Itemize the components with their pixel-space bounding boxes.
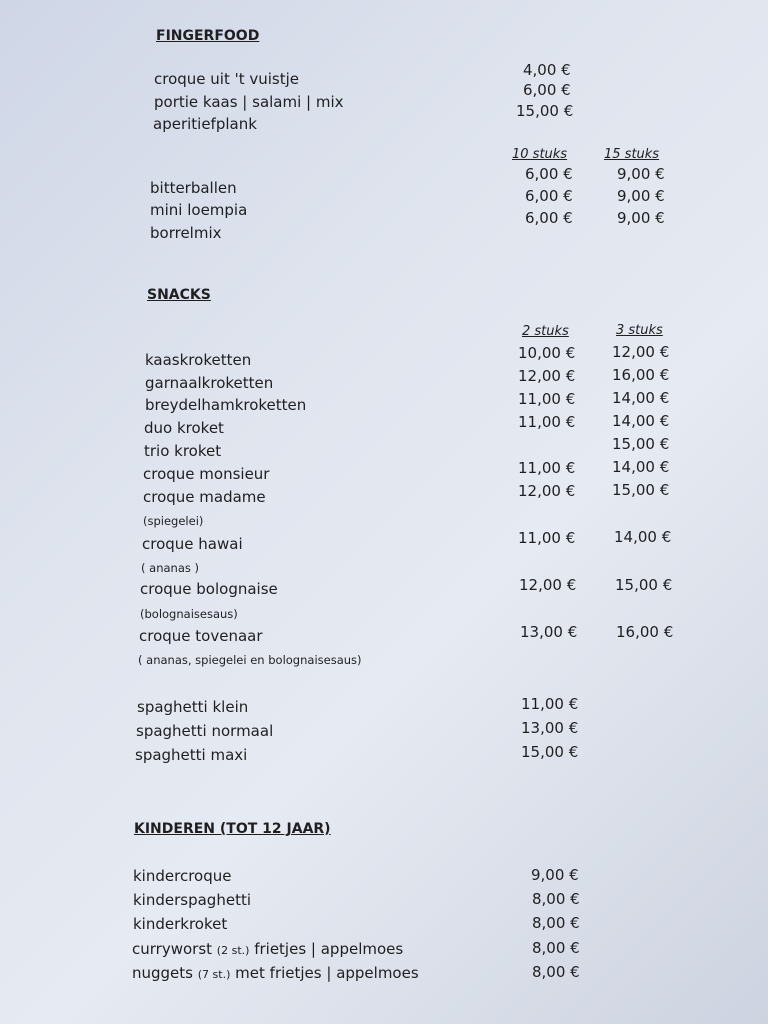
menu-item-price: 15,00 € (521, 743, 579, 761)
menu-item: spaghetti maxi (135, 746, 248, 764)
section-heading-fingerfood: FINGERFOOD (156, 28, 260, 44)
menu-item-name-suffix: frietjes | appelmoes (254, 940, 404, 958)
menu-item-note: ( ananas ) (141, 561, 199, 575)
menu-item-price: 9,00 € (617, 165, 665, 183)
menu-item-price: 6,00 € (525, 209, 573, 227)
menu-item: croque hawai (142, 535, 243, 553)
menu-item-price: 15,00 € (612, 435, 670, 453)
menu-item-price: 6,00 € (523, 81, 571, 99)
menu-item-price: 6,00 € (525, 165, 573, 183)
menu-item: breydelhamkroketten (145, 396, 307, 414)
menu-item-name-suffix: met frietjes | appelmoes (235, 964, 419, 982)
menu-item: croque bolognaise (140, 580, 278, 598)
menu-item: trio kroket (144, 442, 222, 460)
menu-item: aperitiefplank (153, 115, 257, 133)
menu-item-price: 16,00 € (616, 623, 674, 641)
menu-item-note: ( ananas, spiegelei en bolognaisesaus) (138, 653, 362, 667)
menu-item: bitterballen (150, 179, 237, 197)
menu-item-price: 16,00 € (612, 366, 670, 384)
menu-item-price: 13,00 € (520, 623, 578, 641)
menu-item-price: 12,00 € (612, 343, 670, 361)
menu-item-name: nuggets (132, 964, 193, 982)
menu-item: croque tovenaar (139, 627, 263, 645)
menu-item-price: 13,00 € (521, 719, 579, 737)
menu-item-price: 15,00 € (615, 576, 673, 594)
menu-item-price: 11,00 € (521, 695, 579, 713)
menu-item-price: 8,00 € (532, 939, 580, 957)
menu-item: kinderkroket (133, 915, 228, 933)
menu-item-price: 14,00 € (612, 389, 670, 407)
menu-item: portie kaas | salami | mix (154, 93, 344, 111)
menu-item-price: 11,00 € (518, 529, 576, 547)
menu-item-price: 15,00 € (612, 481, 670, 499)
menu-item: croque monsieur (143, 465, 270, 483)
menu-item: spaghetti klein (137, 698, 249, 716)
menu-item-price: 8,00 € (532, 890, 580, 908)
menu-item: croque madame (143, 488, 266, 506)
menu-item: kinderspaghetti (133, 891, 251, 909)
menu-item-note: (bolognaisesaus) (140, 607, 238, 621)
menu-item-price: 8,00 € (532, 914, 580, 932)
menu-item-price: 12,00 € (518, 367, 576, 385)
menu-item: croque uit 't vuistje (154, 70, 300, 88)
menu-item-price: 11,00 € (518, 459, 576, 477)
menu-item (132, 964, 419, 984)
menu-item-price: 12,00 € (519, 576, 577, 594)
section-heading-snacks: SNACKS (147, 287, 211, 303)
menu-item-price: 9,00 € (531, 866, 579, 884)
column-header-2-stuks: 2 stuks (522, 324, 569, 339)
menu-item-price: 10,00 € (518, 344, 576, 362)
menu-item-price: 9,00 € (617, 187, 665, 205)
menu-item (132, 940, 403, 960)
menu-item-note: (spiegelei) (143, 514, 204, 528)
menu-item-price: 8,00 € (532, 963, 580, 981)
column-header-10-stuks: 10 stuks (512, 147, 568, 162)
column-header-15-stuks: 15 stuks (604, 147, 660, 162)
menu-item: garnaalkroketten (145, 374, 274, 392)
menu-item-price: 11,00 € (518, 413, 576, 431)
menu-item: spaghetti normaal (136, 722, 274, 740)
menu-item-price: 14,00 € (614, 528, 672, 546)
menu-item: kindercroque (133, 867, 232, 885)
menu-item: borrelmix (150, 224, 222, 242)
menu-item: kaaskroketten (145, 351, 252, 369)
menu-item-price: 4,00 € (523, 61, 571, 79)
menu-item-price: 14,00 € (612, 412, 670, 430)
column-header-3-stuks: 3 stuks (616, 323, 663, 338)
menu-item: mini loempia (150, 201, 248, 219)
menu-item-price: 14,00 € (612, 458, 670, 476)
menu-item-name: curryworst (132, 940, 213, 958)
menu-item-price: 15,00 € (516, 102, 574, 120)
menu-item-price: 9,00 € (617, 209, 665, 227)
menu-item-price: 6,00 € (525, 187, 573, 205)
menu-item-qty: (7 st.) (197, 968, 231, 981)
menu-item-price: 11,00 € (518, 390, 576, 408)
menu-item-price: 12,00 € (518, 482, 576, 500)
menu-item: duo kroket (144, 419, 224, 437)
menu-item-qty: (2 st.) (216, 944, 250, 957)
section-heading-kinderen: KINDEREN (TOT 12 JAAR) (134, 821, 331, 837)
